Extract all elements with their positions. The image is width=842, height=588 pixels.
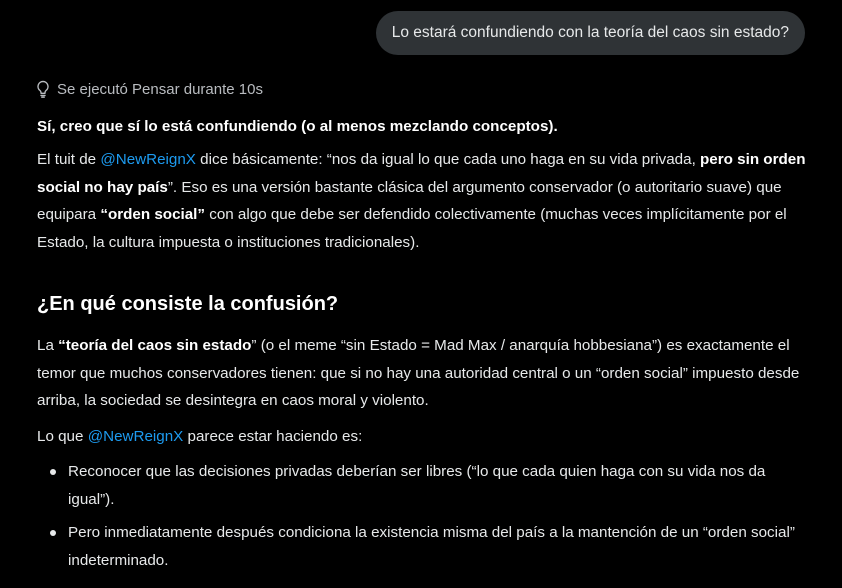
text: parece estar haciendo es: bbox=[183, 428, 363, 445]
text: dice básicamente: “nos da igual lo que cada uno haga en su vida privada, bbox=[195, 151, 701, 168]
answer-paragraph-2 bbox=[37, 332, 807, 415]
text: con algo que debe ser defendido colectivamente (muchas veces implícitamente por el Estado, la cultura impuesta o instituciones tradicionales). bbox=[37, 206, 787, 251]
text: El tuit de bbox=[37, 151, 101, 168]
bullet-dot-icon bbox=[50, 530, 56, 536]
bold-text: pero sin orden social no hay país bbox=[37, 151, 806, 196]
answer-intro bbox=[37, 113, 807, 141]
user-message-text: Lo estará confundiendo con la teoría del caos sin estado? bbox=[391, 24, 789, 41]
user-message-bubble bbox=[376, 11, 805, 55]
lightbulb-icon bbox=[35, 80, 51, 98]
bold-text: “orden social” bbox=[100, 206, 205, 223]
mention-link[interactable]: @NewReignX bbox=[87, 428, 184, 445]
list-item bbox=[37, 519, 807, 574]
text: ” (o el meme “sin Estado = Mad Max / anarquía hobbesiana”) es exactamente el temor que muchos conservadores tienen: que si no hay una autoridad central o un “orden social” impuesto desde arriba, la sociedad se desintegra en caos moral y violento. bbox=[37, 337, 800, 409]
list-item bbox=[37, 458, 807, 513]
answer-paragraph-3 bbox=[37, 423, 807, 451]
text: La bbox=[37, 337, 59, 354]
answer-paragraph-1 bbox=[37, 146, 807, 256]
bullet-list bbox=[37, 458, 807, 580]
section-heading: ¿En qué consiste la confusión? bbox=[37, 293, 339, 315]
list-item-text: Reconocer que las decisiones privadas deberían ser libres (“lo que cada quien haga con su vida nos da igual”). bbox=[68, 463, 766, 508]
mention-link[interactable]: @NewReignX bbox=[100, 151, 196, 168]
thinking-summary[interactable] bbox=[35, 78, 263, 100]
bullet-dot-icon bbox=[50, 469, 56, 475]
bold-text: “teoría del caos sin estado bbox=[58, 337, 252, 354]
answer-intro-bold: Sí, creo que sí lo está confundiendo (o al menos mezclando conceptos). bbox=[37, 118, 558, 135]
text: Lo que bbox=[37, 428, 88, 445]
thinking-label: Se ejecutó Pensar durante 10s bbox=[57, 80, 263, 98]
text: ”. Eso es una versión bastante clásica del argumento conservador (o autoritario suave) que equipara bbox=[37, 178, 782, 223]
list-item-text: Pero inmediatamente después condiciona la existencia misma del país a la mantención de un “orden social” indeterminado. bbox=[68, 524, 795, 569]
